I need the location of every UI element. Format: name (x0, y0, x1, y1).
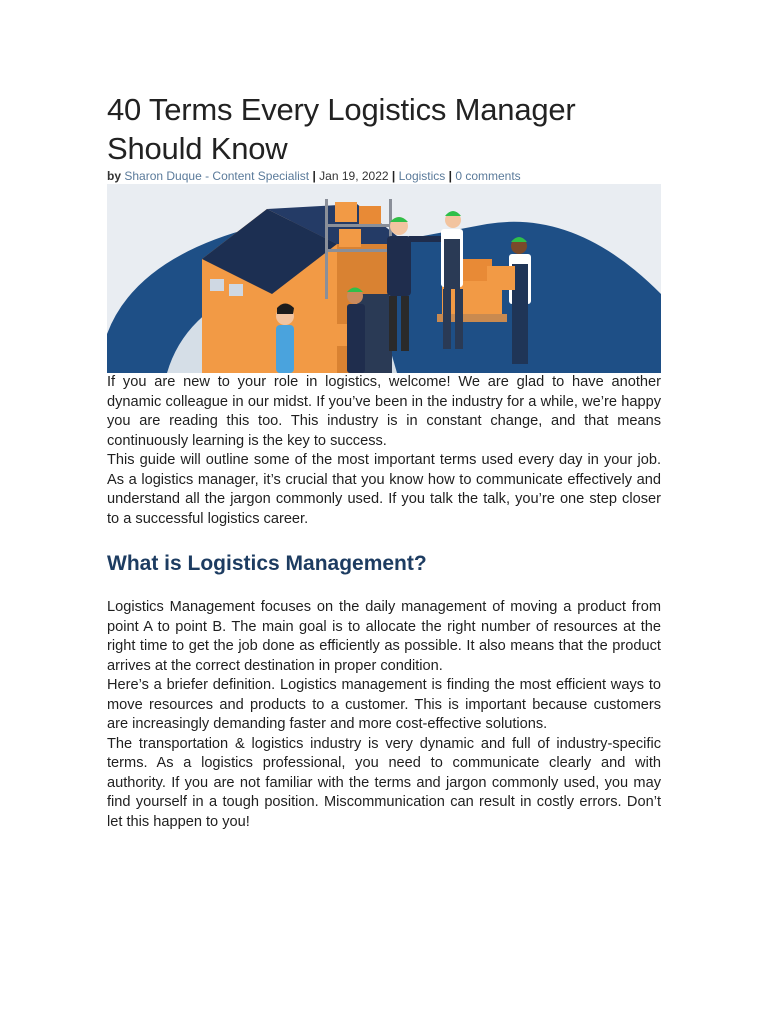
worker-icon (276, 304, 294, 374)
hero-illustration (107, 184, 661, 373)
meta-separator: | (388, 169, 399, 183)
meta-separator: | (445, 169, 456, 183)
comments-link[interactable]: 0 comments (455, 169, 521, 183)
section-paragraph: The transportation & logistics industry is very dynamic and full of industry-specific terms. As a logistics professional, you need to communicate clearly and with authority. If you are not familiar with the terms and jargon commonly used, you may find yourself in a tough position. Miscommunication can result in costly errors. Don’t let this happen to you! (107, 735, 661, 830)
article (107, 90, 661, 832)
page-title (107, 90, 661, 168)
intro-paragraph: If you are new to your role in logistics, welcome! We are glad to have another dynamic colleague in our midst. If you’ve been in the industry for a while, we’re happy you are reading this too. This industry is in constant change, and that means continuously learning is the key to success. (107, 374, 661, 449)
title-line-2: Should Know (107, 131, 288, 166)
section-paragraph: Here’s a briefer definition. Logistics management is finding the most efficient ways to move resources and products to a customer. This is important because customers are increasingly demanding faster and more cost-effective solutions. (107, 677, 661, 732)
byline-prefix: by (107, 169, 122, 183)
title-line-1: 40 Terms Every Logistics Manager (107, 92, 576, 127)
publish-date: Jan 19, 2022 (319, 169, 389, 183)
category-link[interactable]: Logistics (398, 169, 446, 183)
section-heading: What is Logistics Management? (107, 552, 427, 575)
meta-separator: | (309, 169, 320, 183)
intro-paragraph: This guide will outline some of the most important terms used every day in your job. As a logistics manager, it’s crucial that you know how to communicate effectively and understand all the jargon commonly used. If you talk the talk, you’re one step closer to a successful logistics career. (107, 452, 661, 527)
section-paragraph: Logistics Management focuses on the daily management of moving a product from point A to point B. The main goal is to allocate the right number of resources at the right time to get the job done as efficiently as possible. It also means that the product arrives at the correct destination in proper condition. (107, 599, 661, 674)
article-meta (107, 168, 661, 184)
author-link[interactable]: Sharon Duque - Content Specialist (124, 169, 310, 183)
